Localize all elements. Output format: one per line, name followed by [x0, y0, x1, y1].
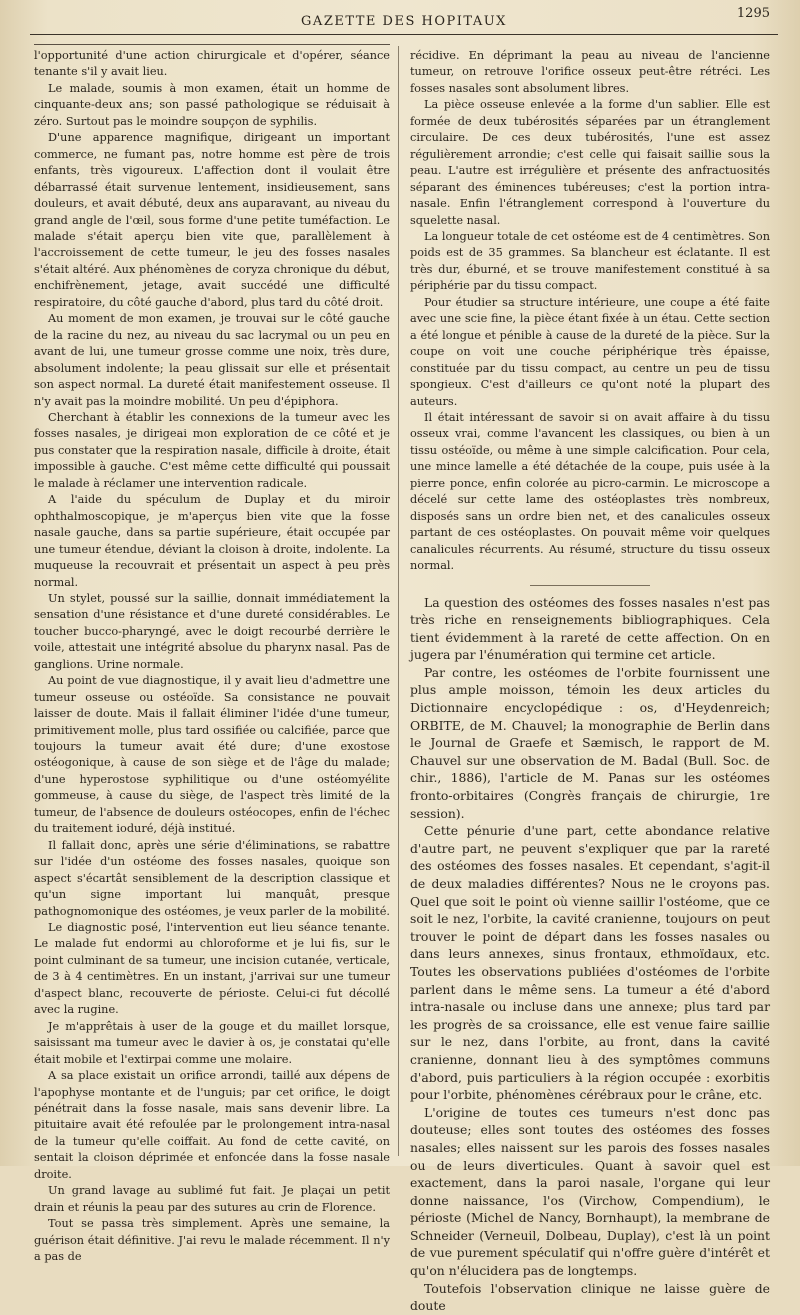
page-header: [30, 8, 778, 35]
journal-title: GAZETTE DES HOPITAUX: [301, 14, 507, 29]
paragraph: Au point de vue diagnostique, il y avait lieu d'admettre une tumeur osseuse ou ostéoïde. Sa consistance ne pouvait laisser de doute. Mais il fallait éliminer l'idée d'une tumeur, primitivement molle, plus tard ossifiée ou calcifiée, parce que toujours la tumeur avait été dure; d'une exostose ostéogonique, à cause de son siège et de l'âge du malade; d'une hyperostose syphilitique ou d'une ostéomyélite gommeuse, à cause du siège, de l'aspect très limité de la tumeur, de l'absence de douleurs ostéocopes, enfin de l'échec du traitement ioduré, déjà institué.: [34, 674, 390, 836]
right-column: [410, 48, 770, 1314]
paragraph: Toutefois l'observation clinique ne laisse guère de doute: [410, 1280, 770, 1314]
top-rule: [34, 44, 390, 45]
paragraph: Un grand lavage au sublimé fut fait. Je plaçai un petit drain et réunis la peau par des sutures au crin de Florence.: [34, 1184, 390, 1214]
paragraph: Il fallait donc, après une série d'éliminations, se rabattre sur l'idée d'un ostéome des fosses nasales, quoique son aspect s'écartât sensiblement de la description classique et qu'un signe important lui manquât, presque pathognomonique des ostéomes, je veux parler de la mobilité.: [34, 838, 390, 918]
paragraph: L'origine de toutes ces tumeurs n'est donc pas douteuse; elles sont toutes des ostéomes des fosses nasales; elles naissent sur les parois des fosses nasales ou de leurs diverticules. Quant à savoir quel est exactement, dans la paroi nasale, l'organe qui leur donne naissance, l'os (Virchow, Compendium), le périoste (Michel de Nancy, Bornhaupt), la membrane de Schneider (Verneuil, Dolbeau, Duplay), c'est là un point de vue purement spéculatif qui n'offre guère d'intérêt et qu'on n'élucidera pas de longtemps.: [410, 1104, 770, 1279]
paragraph: La longueur totale de cet ostéome est de 4 centimètres. Son poids est de 35 grammes. Sa blancheur est éclatante. Il est très dur, éburné, et se trouve manifestement constitué à sa périphérie par du tissu compact.: [410, 229, 770, 293]
paragraph: Il était intéressant de savoir si on avait affaire à du tissu osseux vrai, comme l'avancent les classiques, ou bien à un tissu ostéoïde, ou même à une simple calcification. Pour cela, une mince lamelle a été détachée de la coupe, puis usée à la pierre ponce, enfin colorée au picro-carmin. Le microscope a décelé sur cette lame des ostéoplastes très nombreux, disposés sans un ordre bien net, et des canalicules osseux partant de ces ostéoplastes. On pouvait même voir quelques canalicules récurrents. Au résumé, structure du tissu osseux normal.: [410, 410, 770, 573]
paragraph: Un stylet, poussé sur la saillie, donnait immédiatement la sensation d'une résistance et d'une dureté considérables. Le toucher bucco-pharyngé, avec le doigt recourbé derrière le voile, attestait une intégrité absolue du pharynx nasal. Pas de ganglions. Urine normale.: [34, 591, 390, 671]
paragraph: Par contre, les ostéomes de l'orbite fournissent une plus ample moisson, témoin les deux articles du Dictionnaire encyclopédique : os, d'Heydenreich; ORBITE, de M. Chauvel; la monographie de Berlin dans le Journal de Graefe et Sæmisch, le rapport de M. Chauvel sur une observation de M. Badal (Bull. Soc. de chir., 1886), l'article de M. Panas sur les ostéomes fronto-orbitaires (Congrès français de chirurgie, 1re session).: [410, 664, 770, 821]
paragraph: Pour étudier sa structure intérieure, une coupe a été faite avec une scie fine, la pièce étant fixée à un étau. Cette section a été longue et pénible à cause de la dureté de la pièce. Sur la coupe on voit une couche périphérique très épaisse, constituée par du tissu compact, au centre un peu de tissu spongieux. C'est d'ailleurs ce qu'ont noté la plupart des auteurs.: [410, 295, 770, 408]
paragraph: Cette pénurie d'une part, cette abondance relative d'autre part, ne peuvent s'expliquer que par la rareté des ostéomes des fosses nasales. Et cependant, s'agit-il de deux maladies différentes? Nous ne le croyons pas. Quel que soit le point où vienne saillir l'ostéome, que ce soit le nez, l'orbite, la cavité cranienne, toujours on peut trouver le point de départ dans les fosses nasales ou dans leurs annexes, sinus frontaux, ethmoïdaux, etc. Toutes les observations publiées d'ostéomes de l'orbite parlent dans le même sens. La tumeur a été d'abord intra-nasale ou incluse dans une annexe; plus tard par les progrès de sa croissance, elle est venue faire saillie sur le nez, dans l'orbite, au front, dans la cavité cranienne, donnant lieu à des symptômes communs d'abord, puis particuliers à la région occupée : exorbitis pour l'orbite, phénomènes cérébraux pour le crâne, etc.: [410, 823, 770, 1103]
paragraph: D'une apparence magnifique, dirigeant un important commerce, ne fumant pas, notre homme est père de trois enfants, très vigoureux. L'affection dont il voulait être débarrassé était survenue lentement, insidieusement, sans douleurs, et avait débuté, deux ans auparavant, au niveau du grand angle de l'œil, sous forme d'une petite tuméfaction. Le malade s'était aperçu bien vite que, parallèlement à l'accroissement de cette tumeur, le jeu des fosses nasales s'était altéré. Aux phénomènes de coryza chronique du début, enchifrènement, jetage, avait succédé une difficulté respiratoire, du côté gauche d'abord, plus tard du côté droit.: [34, 131, 390, 309]
paragraph: Cherchant à établir les connexions de la tumeur avec les fosses nasales, je dirigeai mon exploration de ce côté et je pus constater que la respiration nasale, difficile à droite, était impossible à gauche. C'est même cette difficulté qui poussait le malade à réclamer une intervention radicale.: [34, 410, 390, 490]
paragraph: La pièce osseuse enlevée a la forme d'un sablier. Elle est formée de deux tubérosités séparées par un étranglement circulaire. De ces deux tubérosités, l'une est assez régulièrement arrondie; c'est celle qui faisait saillie sous la peau. L'autre est irrégulière et présente des anfractuosités séparant des éminences tubéreuses; c'est la portion intra-nasale. Enfin l'étranglement correspond à l'ouverture du squelette nasal.: [410, 98, 770, 227]
page-number: 1295: [736, 6, 770, 21]
left-column: [34, 48, 390, 1264]
paragraph: La question des ostéomes des fosses nasales n'est pas très riche en renseignements bibliographiques. Cela tient évidemment à la rareté de cette affection. On en jugera par l'énumération qui termine cet article.: [410, 594, 770, 663]
section-separator: [530, 585, 650, 586]
essay-section: [410, 594, 770, 1315]
paragraph: Tout se passa très simplement. Après une semaine, la guérison était définitive. J'ai revu le malade récemment. Il n'y a pas de: [34, 1217, 390, 1264]
paragraph: A l'aide du spéculum de Duplay et du miroir ophthalmoscopique, je m'aperçus bien vite que la fosse nasale gauche, dans sa partie supérieure, était occupée par une tumeur étendue, déviant la cloison à droite, indolente. La muqueuse la recouvrait et présentait un aspect à peu près normal.: [34, 493, 390, 589]
paragraph: Au moment de mon examen, je trouvai sur le côté gauche de la racine du nez, au niveau du sac lacrymal ou un peu en avant de lui, une tumeur grosse comme une noix, très dure, absolument indolente; la peau glissait sur elle et présentait son aspect normal. La dureté était manifestement osseuse. Il n'y avait pas la moindre mobilité. Un peu d'épiphora.: [34, 312, 390, 408]
paragraph: Le diagnostic posé, l'intervention eut lieu séance tenante. Le malade fut endormi au chloroforme et je lui fis, sur le point culminant de sa tumeur, une incision cutanée, verticale, de 3 à 4 centimètres. En un instant, j'arrivai sur une tumeur d'aspect blanc, recouverte de périoste. Celui-ci fut décollé avec la rugine.: [34, 921, 390, 1017]
paragraph: l'opportunité d'une action chirurgicale et d'opérer, séance tenante s'il y avait lieu.: [34, 49, 390, 79]
column-divider: [398, 46, 399, 1156]
paragraph: Le malade, soumis à mon examen, était un homme de cinquante-deux ans; son passé pathologique se réduisait à zéro. Surtout pas le moindre soupçon de syphilis.: [34, 81, 390, 128]
paragraph: Je m'apprêtais à user de la gouge et du maillet lorsque, saisissant ma tumeur avec le davier à os, je constatai qu'elle était mobile et l'extirpai comme une molaire.: [34, 1019, 390, 1066]
paragraph: récidive. En déprimant la peau au niveau de l'ancienne tumeur, on retrouve l'orifice osseux peut-être rétréci. Les fosses nasales sont absolument libres.: [410, 49, 770, 95]
paragraph: A sa place existait un orifice arrondi, taillé aux dépens de l'apophyse montante et de l'unguis; par cet orifice, le doigt pénétrait dans la fosse nasale, mais sans devenir libre. La pituitaire avait été refoulée par le prolongement intra-nasal de la tumeur qu'elle coiffait. Au fond de cette cavité, on sentait la cloison déprimée et enfoncée dans la fosse nasale droite.: [34, 1069, 390, 1181]
